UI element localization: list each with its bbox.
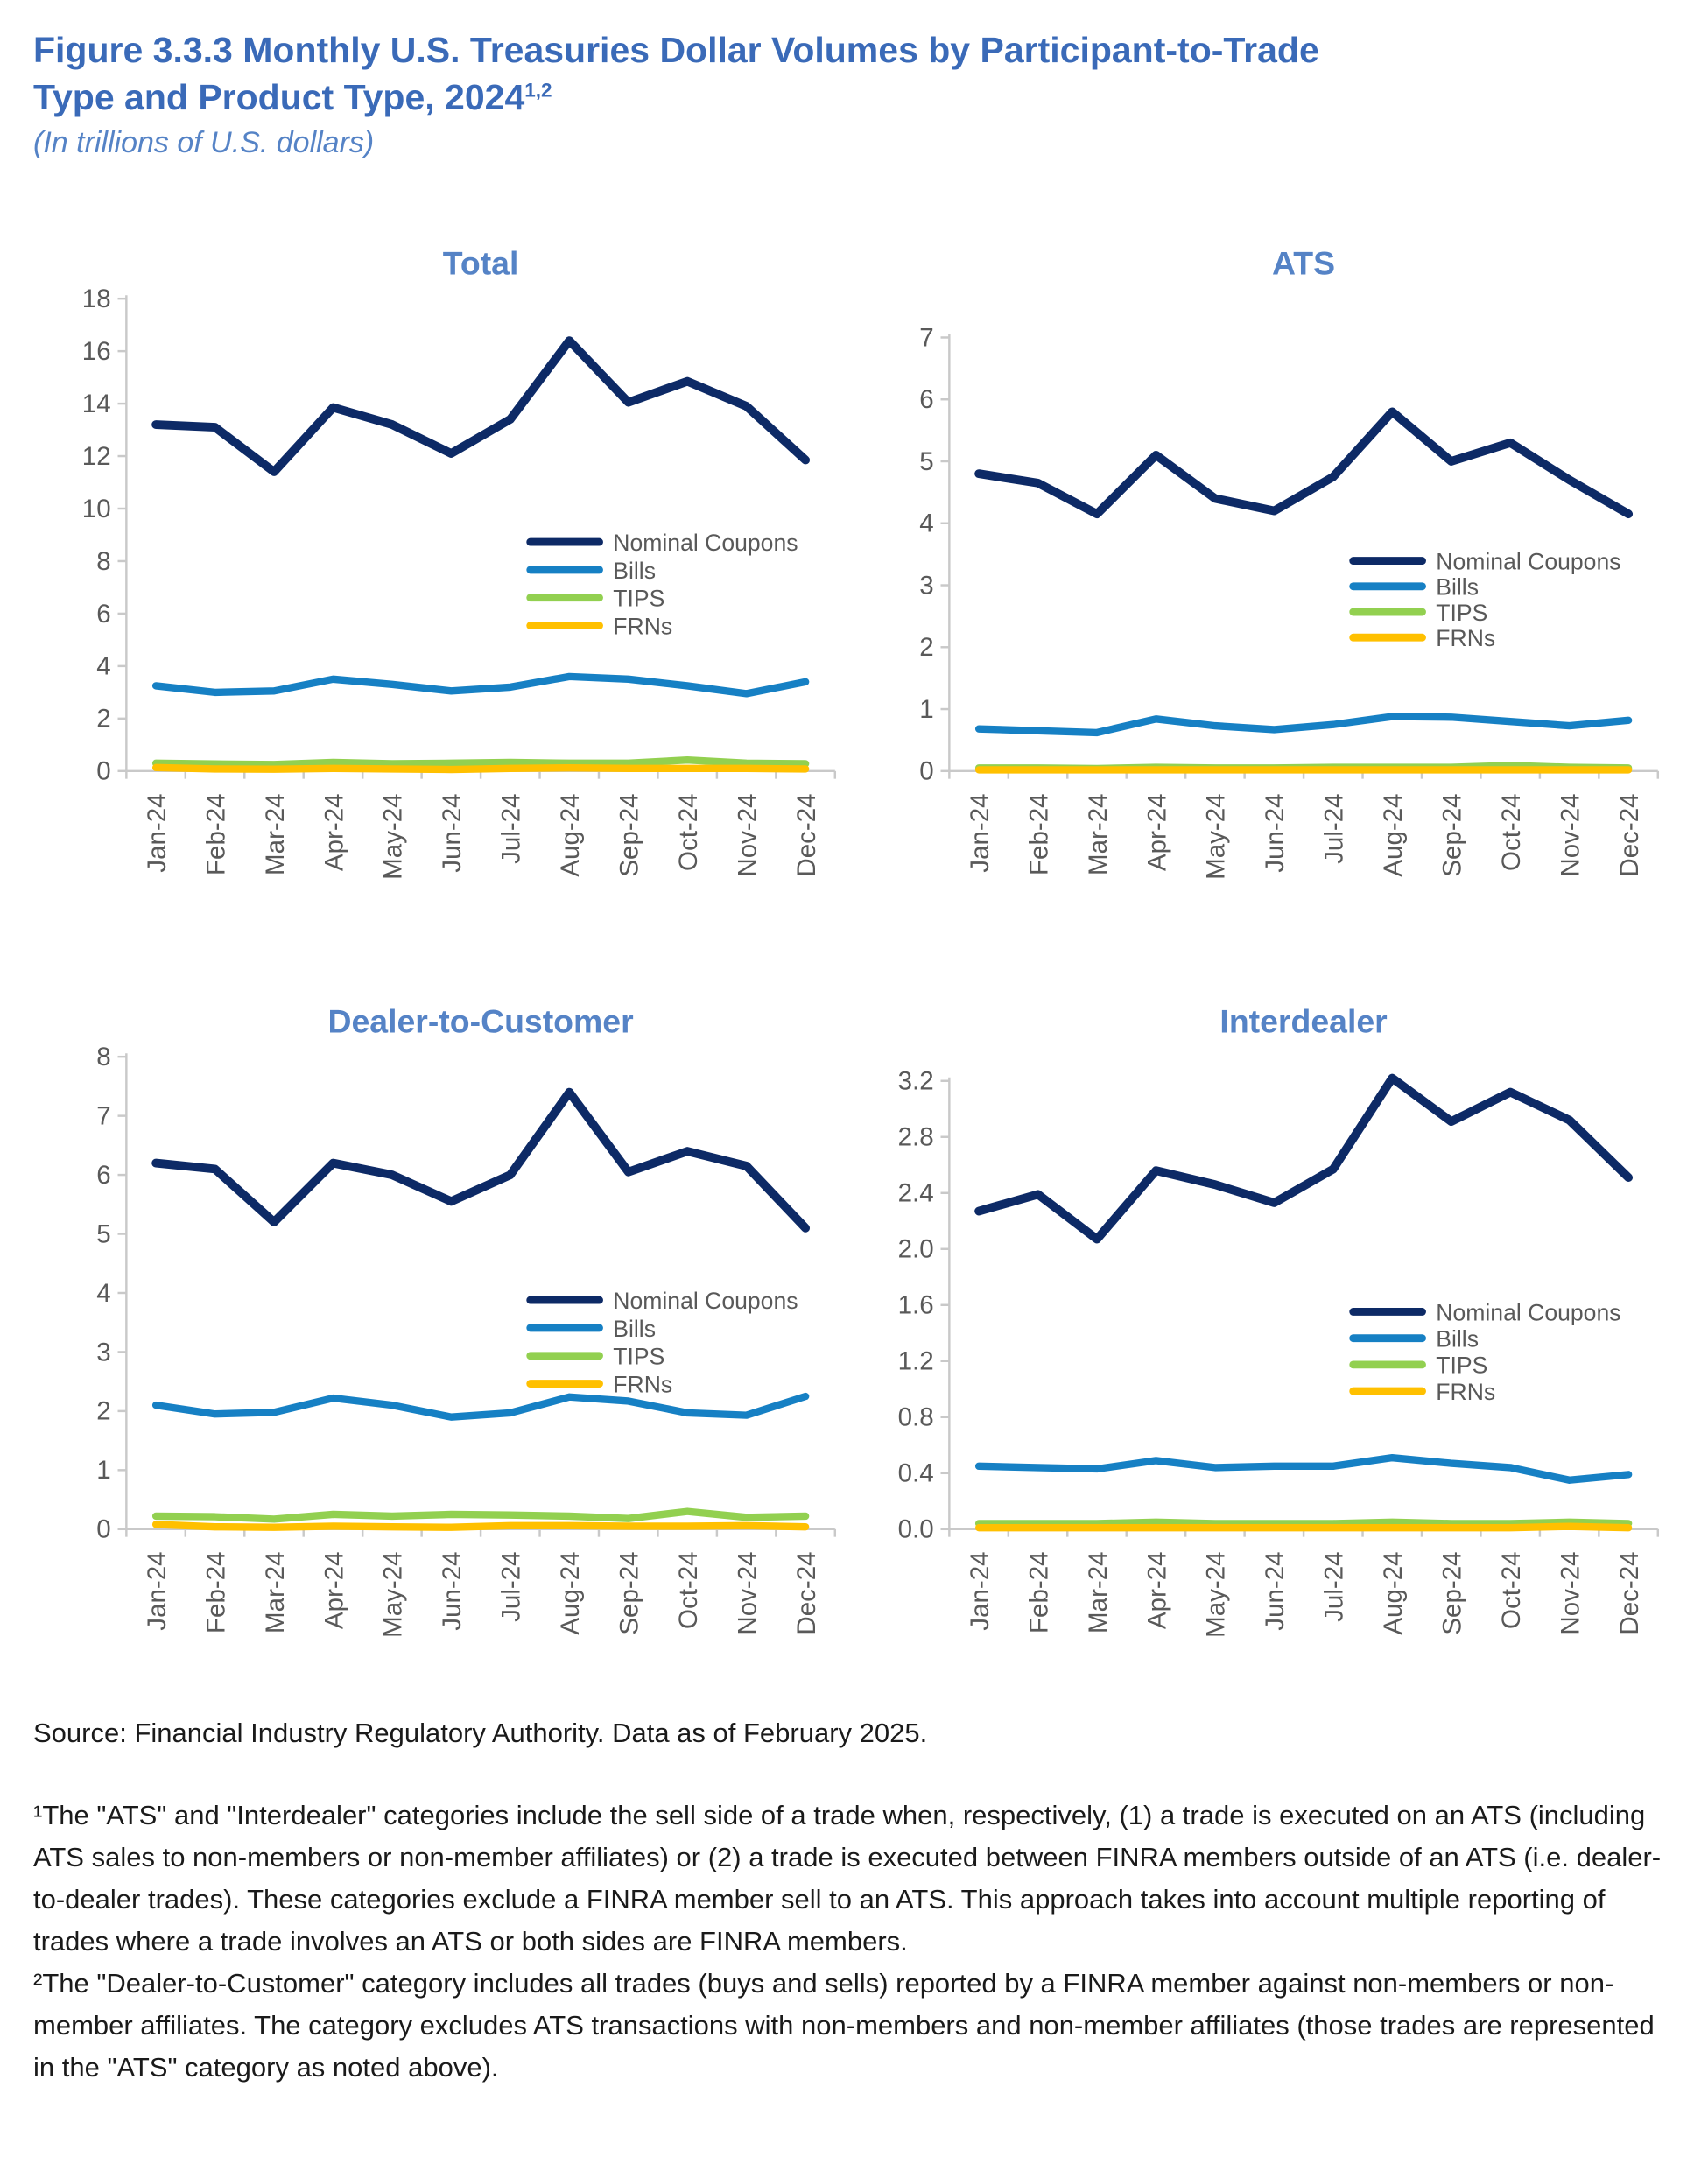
- series-line-frns: [979, 1526, 1628, 1528]
- y-axis-tick-label: 3.2: [897, 1066, 934, 1096]
- chart-title: Dealer-to-Customer: [327, 1002, 634, 1040]
- series-line-nominal-coupons: [979, 412, 1628, 515]
- y-axis: [897, 1066, 949, 1543]
- x-axis-tick-label: May-24: [1201, 793, 1231, 881]
- y-axis-tick-label: 1.6: [897, 1290, 934, 1320]
- x-axis-tick-label: Feb-24: [201, 793, 231, 876]
- x-axis-tick-label: Mar-24: [260, 793, 290, 876]
- y-axis-tick-label: 1: [918, 695, 934, 725]
- x-axis-tick-label: Feb-24: [1023, 1550, 1053, 1634]
- x-axis-tick-label: Dec-24: [1614, 1550, 1644, 1635]
- x-axis-tick-label: Jan-24: [142, 793, 172, 873]
- legend-item-nominal-coupons: [531, 530, 798, 556]
- y-axis-tick-label: 4: [96, 651, 111, 681]
- y-axis-tick-label: 0.8: [897, 1402, 934, 1432]
- chart-title: ATS: [1271, 244, 1335, 282]
- x-axis-tick-label: Jan-24: [142, 1550, 172, 1631]
- x-axis-tick-label: Oct-24: [674, 793, 703, 872]
- y-axis-tick-label: 10: [81, 495, 111, 524]
- legend-item-frns: [531, 614, 672, 640]
- x-axis-tick-label: Mar-24: [260, 1550, 290, 1634]
- legend-item-bills: [531, 1315, 656, 1341]
- y-axis-tick-label: 5: [96, 1219, 111, 1248]
- y-axis-tick-label: 4: [96, 1278, 111, 1308]
- chart-title: Interdealer: [1219, 1002, 1388, 1040]
- y-axis: [96, 1043, 126, 1544]
- legend-item-bills: [1353, 1325, 1478, 1352]
- legend-item-bills: [1353, 574, 1478, 601]
- figure-subtitle: (In trillions of U.S. dollars): [33, 126, 375, 160]
- line-chart-svg: [33, 953, 853, 1669]
- legend-label: Nominal Coupons: [1435, 548, 1621, 575]
- x-axis-tick-label: Apr-24: [1142, 1550, 1171, 1629]
- x-axis-tick-label: Jun-24: [438, 1550, 467, 1631]
- series-line-tips: [156, 1511, 805, 1519]
- y-axis-tick-label: 2.8: [897, 1122, 934, 1152]
- x-axis-tick-label: Sep-24: [615, 793, 644, 877]
- series-line-frns: [156, 768, 805, 769]
- legend-label: Nominal Coupons: [613, 530, 798, 557]
- x-axis-tick-label: Dec-24: [791, 793, 821, 877]
- x-axis-tick-label: Jan-24: [965, 793, 995, 873]
- source-note: Source: Financial Industry Regulatory Authority. Data as of February 2025.: [33, 1717, 928, 1748]
- x-axis-tick-label: May-24: [378, 1550, 408, 1638]
- y-axis-tick-label: 2: [918, 633, 934, 663]
- x-axis-tick-label: Mar-24: [1083, 1550, 1113, 1634]
- x-axis-tick-label: Jul-24: [1319, 793, 1349, 865]
- x-axis-tick-label: Sep-24: [615, 1550, 644, 1635]
- y-axis-tick-label: 16: [81, 337, 111, 367]
- x-axis-tick-label: Jul-24: [1319, 1550, 1349, 1622]
- legend-label: FRNs: [1435, 1378, 1495, 1405]
- series-line-bills: [156, 677, 805, 693]
- y-axis-tick-label: 0.4: [897, 1458, 934, 1488]
- chart-title: Total: [442, 244, 519, 282]
- series-line-bills: [156, 1396, 805, 1417]
- y-axis-tick-label: 0: [918, 756, 934, 786]
- legend: [1353, 549, 1620, 652]
- legend-item-frns: [531, 1371, 672, 1397]
- x-axis: [126, 1528, 834, 1637]
- legend-item-frns: [1353, 625, 1494, 651]
- chart-total: [33, 195, 853, 910]
- chart-dealer-to-customer: [33, 953, 853, 1669]
- x-axis-tick-label: Aug-24: [556, 793, 586, 877]
- y-axis-tick-label: 18: [81, 285, 111, 314]
- figure-footer: [33, 1718, 1675, 2089]
- y-axis-tick-label: 1: [96, 1455, 111, 1485]
- x-axis-tick-label: Nov-24: [1555, 1550, 1585, 1635]
- x-axis-tick-label: May-24: [1201, 1550, 1231, 1638]
- x-axis-tick-label: Jun-24: [438, 793, 467, 873]
- y-axis-tick-label: 14: [81, 390, 111, 419]
- legend-item-frns: [1353, 1378, 1494, 1404]
- series-line-frns: [156, 1524, 805, 1527]
- legend-label: Nominal Coupons: [613, 1287, 798, 1314]
- x-axis-tick-label: Jan-24: [965, 1550, 995, 1631]
- line-chart-svg: [856, 953, 1676, 1669]
- series-line-bills: [979, 1458, 1628, 1480]
- x-axis-tick-label: Apr-24: [320, 1550, 349, 1629]
- legend-label: TIPS: [613, 1343, 665, 1370]
- charts-grid: [33, 195, 1675, 1669]
- series-line-nominal-coupons: [156, 1092, 805, 1227]
- y-axis-tick-label: 5: [918, 447, 934, 477]
- y-axis-tick-label: 2: [96, 704, 111, 734]
- x-axis: [126, 771, 834, 880]
- series-line-nominal-coupons: [156, 341, 805, 472]
- line-chart-svg: [856, 195, 1676, 910]
- legend-label: Bills: [1435, 1325, 1479, 1352]
- y-axis-tick-label: 2: [96, 1396, 111, 1426]
- y-axis-tick-label: 0.0: [897, 1514, 934, 1544]
- y-axis-tick-label: 7: [918, 323, 934, 353]
- x-axis-tick-label: Oct-24: [1496, 793, 1526, 872]
- x-axis-tick-label: Apr-24: [1142, 793, 1171, 872]
- y-axis-tick-label: 0: [96, 1514, 111, 1544]
- chart-interdealer: [856, 953, 1676, 1669]
- y-axis-tick-label: 8: [96, 1042, 111, 1071]
- chart-ats: [856, 195, 1676, 910]
- legend-label: FRNs: [1435, 625, 1495, 652]
- x-axis-tick-label: Aug-24: [1378, 1550, 1408, 1635]
- x-axis-tick-label: Oct-24: [1496, 1550, 1526, 1629]
- y-axis-tick-label: 1.2: [897, 1346, 934, 1376]
- series-line-tips: [979, 1521, 1628, 1523]
- y-axis-tick-label: 2.0: [897, 1234, 934, 1264]
- legend-item-bills: [531, 558, 656, 584]
- y-axis-tick-label: 0: [96, 756, 111, 786]
- x-axis-tick-label: Jul-24: [496, 793, 526, 865]
- footnote-1: ¹The "ATS" and "Interdealer" categories include the sell side of a trade when, respectively, (1) a trade is executed on an ATS (including ATS sales to non-members or non-member affiliates) or (2) a trade is executed between FINRA members outside of an ATS (i.e. dealer-to-dealer trades). These categories exclude a FINRA member sell to an ATS. This approach takes into account multiple reporting of trades where a trade involves an ATS or both sides are FINRA members.: [33, 1799, 1662, 1957]
- legend-label: TIPS: [613, 585, 665, 612]
- legend-item-nominal-coupons: [1353, 549, 1620, 575]
- legend-item-nominal-coupons: [1353, 1299, 1620, 1325]
- legend-label: TIPS: [1435, 600, 1487, 627]
- legend-item-tips: [531, 586, 665, 612]
- x-axis-tick-label: Dec-24: [1614, 793, 1644, 877]
- x-axis-tick-label: Sep-24: [1437, 1550, 1467, 1635]
- x-axis-tick-label: Aug-24: [556, 1550, 586, 1635]
- legend: [1353, 1299, 1620, 1405]
- x-axis: [949, 771, 1657, 880]
- legend-label: Bills: [1435, 573, 1479, 601]
- legend: [531, 1287, 798, 1397]
- line-chart-svg: [33, 195, 853, 910]
- y-axis-tick-label: 6: [918, 385, 934, 415]
- series-line-nominal-coupons: [979, 1078, 1628, 1239]
- figure-title-superscript: 1,2: [524, 79, 552, 102]
- legend-label: TIPS: [1435, 1352, 1487, 1379]
- x-axis-tick-label: Feb-24: [1023, 793, 1053, 876]
- legend-item-tips: [531, 1343, 665, 1369]
- series-line-tips: [156, 760, 805, 764]
- x-axis-tick-label: Feb-24: [201, 1550, 231, 1634]
- x-axis-tick-label: Aug-24: [1378, 793, 1408, 877]
- x-axis-tick-label: May-24: [378, 793, 408, 881]
- y-axis-tick-label: 7: [96, 1101, 111, 1131]
- y-axis-tick-label: 2.4: [897, 1178, 934, 1208]
- x-axis-tick-label: Dec-24: [791, 1550, 821, 1635]
- legend: [531, 530, 798, 640]
- y-axis: [919, 324, 949, 786]
- x-axis-tick-label: Nov-24: [733, 793, 763, 877]
- y-axis-tick-label: 4: [918, 509, 934, 538]
- x-axis-tick-label: Sep-24: [1437, 793, 1467, 877]
- x-axis-tick-label: Mar-24: [1083, 793, 1113, 876]
- y-axis-tick-label: 8: [96, 547, 111, 577]
- y-axis-tick-label: 6: [96, 1160, 111, 1190]
- legend-label: FRNs: [613, 613, 673, 640]
- x-axis-tick-label: Oct-24: [674, 1550, 703, 1629]
- x-axis-tick-label: Jun-24: [1260, 793, 1290, 873]
- footnote-2: ²The "Dealer-to-Customer" category includes all trades (buys and sells) reported by a FINRA member against non-members or non-member affiliates. The category excludes ATS transactions with non-members and non-member affiliates (those trades are represented in the "ATS" category as noted above).: [33, 1968, 1655, 2083]
- y-axis-tick-label: 3: [918, 571, 934, 601]
- x-axis-tick-label: Apr-24: [320, 793, 349, 872]
- legend-label: Nominal Coupons: [1435, 1298, 1621, 1325]
- x-axis-tick-label: Jul-24: [496, 1550, 526, 1622]
- legend-label: Bills: [613, 1315, 657, 1342]
- legend-label: FRNs: [613, 1370, 673, 1397]
- series-line-bills: [979, 717, 1628, 733]
- legend-item-tips: [1353, 600, 1487, 626]
- y-axis-tick-label: 12: [81, 442, 111, 472]
- x-axis-tick-label: Jun-24: [1260, 1550, 1290, 1631]
- y-axis: [82, 285, 127, 786]
- figure-title: [33, 26, 1346, 121]
- x-axis: [949, 1528, 1657, 1637]
- y-axis-tick-label: 6: [96, 599, 111, 629]
- x-axis-tick-label: Nov-24: [733, 1550, 763, 1635]
- y-axis-tick-label: 3: [96, 1337, 111, 1367]
- x-axis-tick-label: Nov-24: [1555, 793, 1585, 877]
- figure-title-text: Figure 3.3.3 Monthly U.S. Treasuries Dollar Volumes by Participant-to-Trade Type and Product Type, 2024: [33, 30, 1319, 118]
- legend-item-tips: [1353, 1352, 1487, 1378]
- legend-label: Bills: [613, 557, 657, 584]
- legend-item-nominal-coupons: [531, 1287, 798, 1313]
